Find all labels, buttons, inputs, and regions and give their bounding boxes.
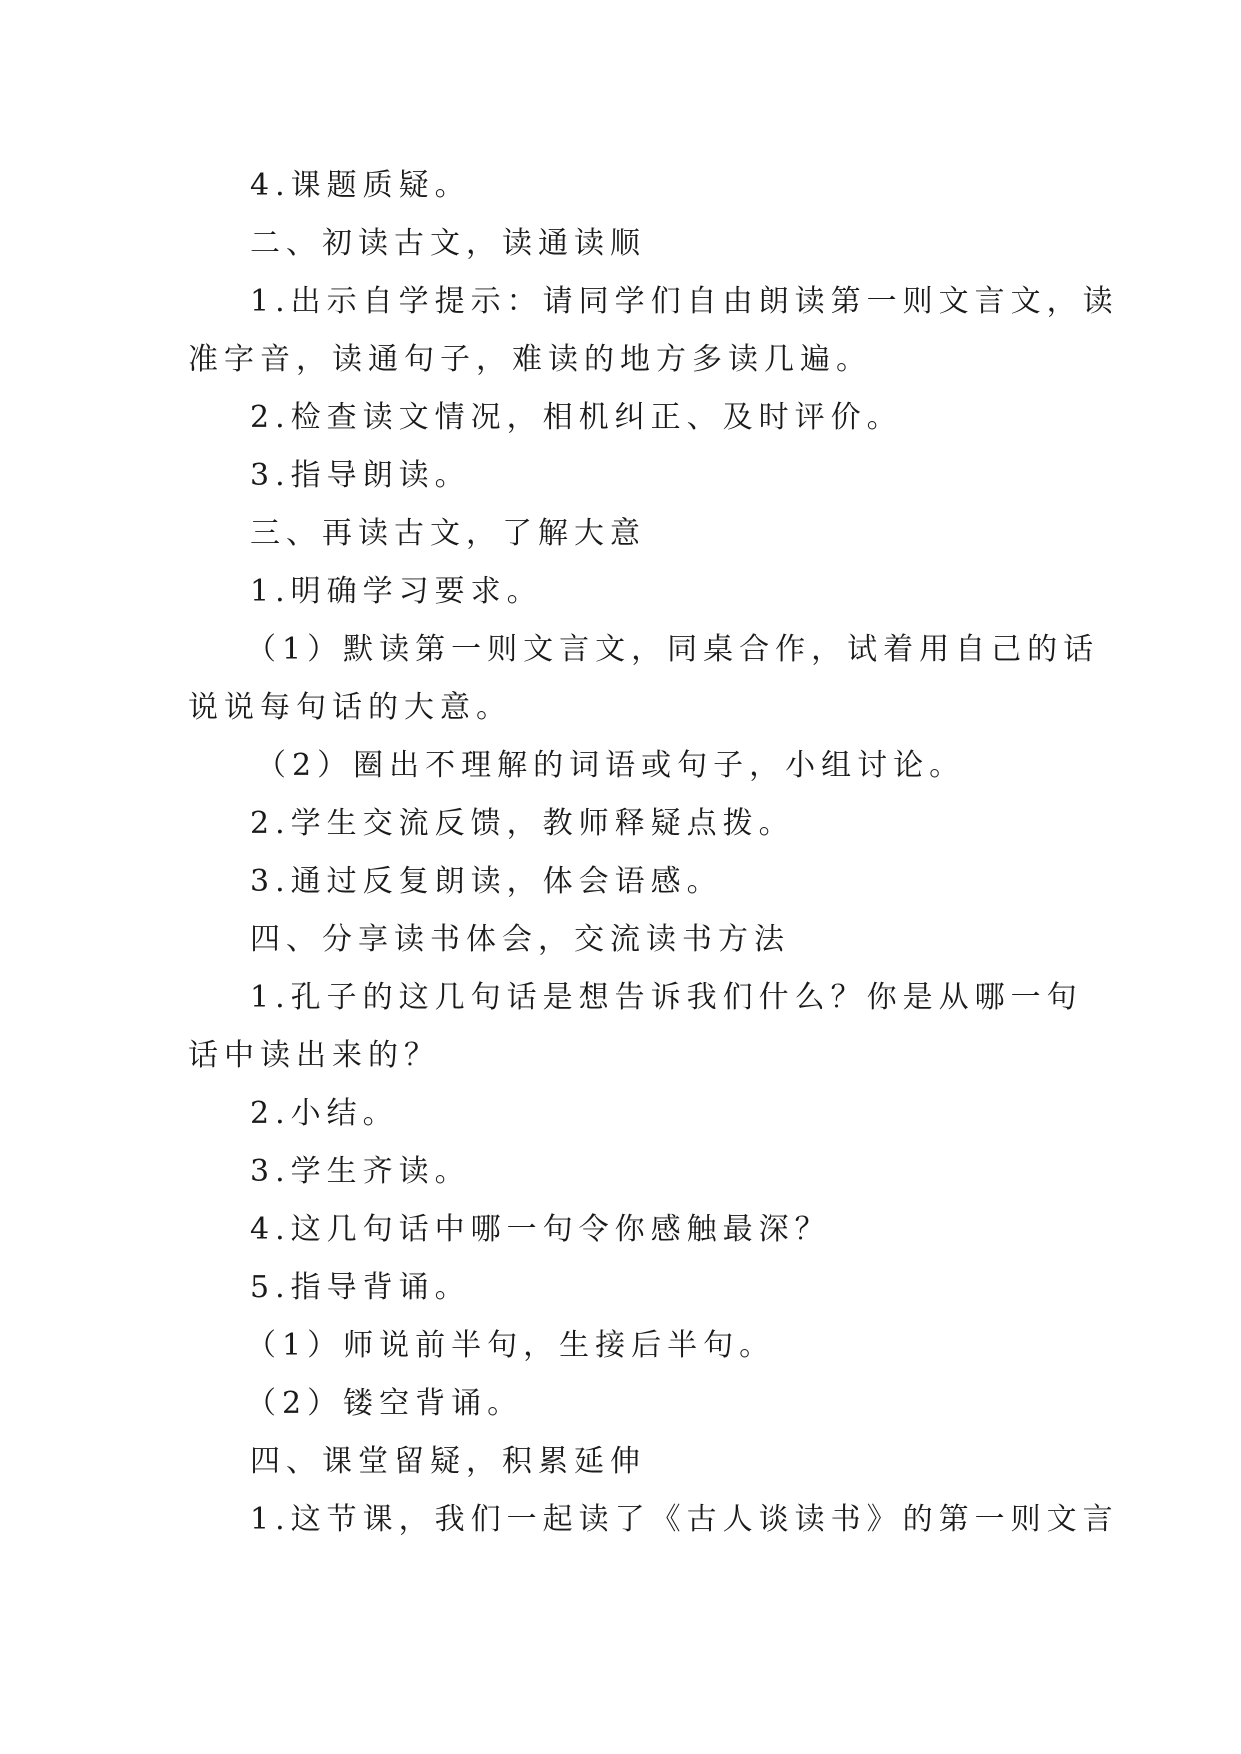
text-line: 准字音，读通句子，难读的地方多读几遍。 (188, 342, 872, 377)
text-line: 3.学生齐读。 (250, 1154, 471, 1189)
text-line: 4.课题质疑。 (250, 168, 471, 203)
section-heading: 四、课堂留疑，积累延伸 (250, 1444, 646, 1479)
text-line: 5.指导背诵。 (250, 1270, 471, 1305)
text-line: （2）镂空背诵。 (246, 1386, 524, 1421)
text-line: 1.明确学习要求。 (250, 574, 543, 609)
text-line: 3.通过反复朗读，体会语感。 (250, 864, 723, 899)
text-line: 1.出示自学提示：请同学们自由朗读第一则文言文，读 (250, 284, 1119, 319)
text-line: 4.这几句话中哪一句令你感触最深？ (250, 1212, 831, 1247)
text-line: 话中读出来的？ (188, 1038, 440, 1073)
text-line: 1.孔子的这几句话是想告诉我们什么？你是从哪一句 (250, 980, 1083, 1015)
text-line: 3.指导朗读。 (250, 458, 471, 493)
section-heading: 二、初读古文，读通读顺 (250, 226, 646, 261)
text-line: 说说每句话的大意。 (188, 690, 512, 725)
section-heading: 四、分享读书体会，交流读书方法 (250, 922, 790, 957)
text-line: 1.这节课，我们一起读了《古人谈读书》的第一则文言 (250, 1502, 1119, 1537)
text-line: （2）圈出不理解的词语或句子，小组讨论。 (256, 748, 966, 783)
section-heading: 三、再读古文，了解大意 (250, 516, 646, 551)
text-line: 2.检查读文情况，相机纠正、及时评价。 (250, 400, 903, 435)
text-line: 2.小结。 (250, 1096, 399, 1131)
text-line: 2.学生交流反馈，教师释疑点拨。 (250, 806, 795, 841)
text-line: （1）师说前半句，生接后半句。 (246, 1328, 776, 1363)
text-line: （1）默读第一则文言文，同桌合作，试着用自己的话 (246, 632, 1100, 667)
